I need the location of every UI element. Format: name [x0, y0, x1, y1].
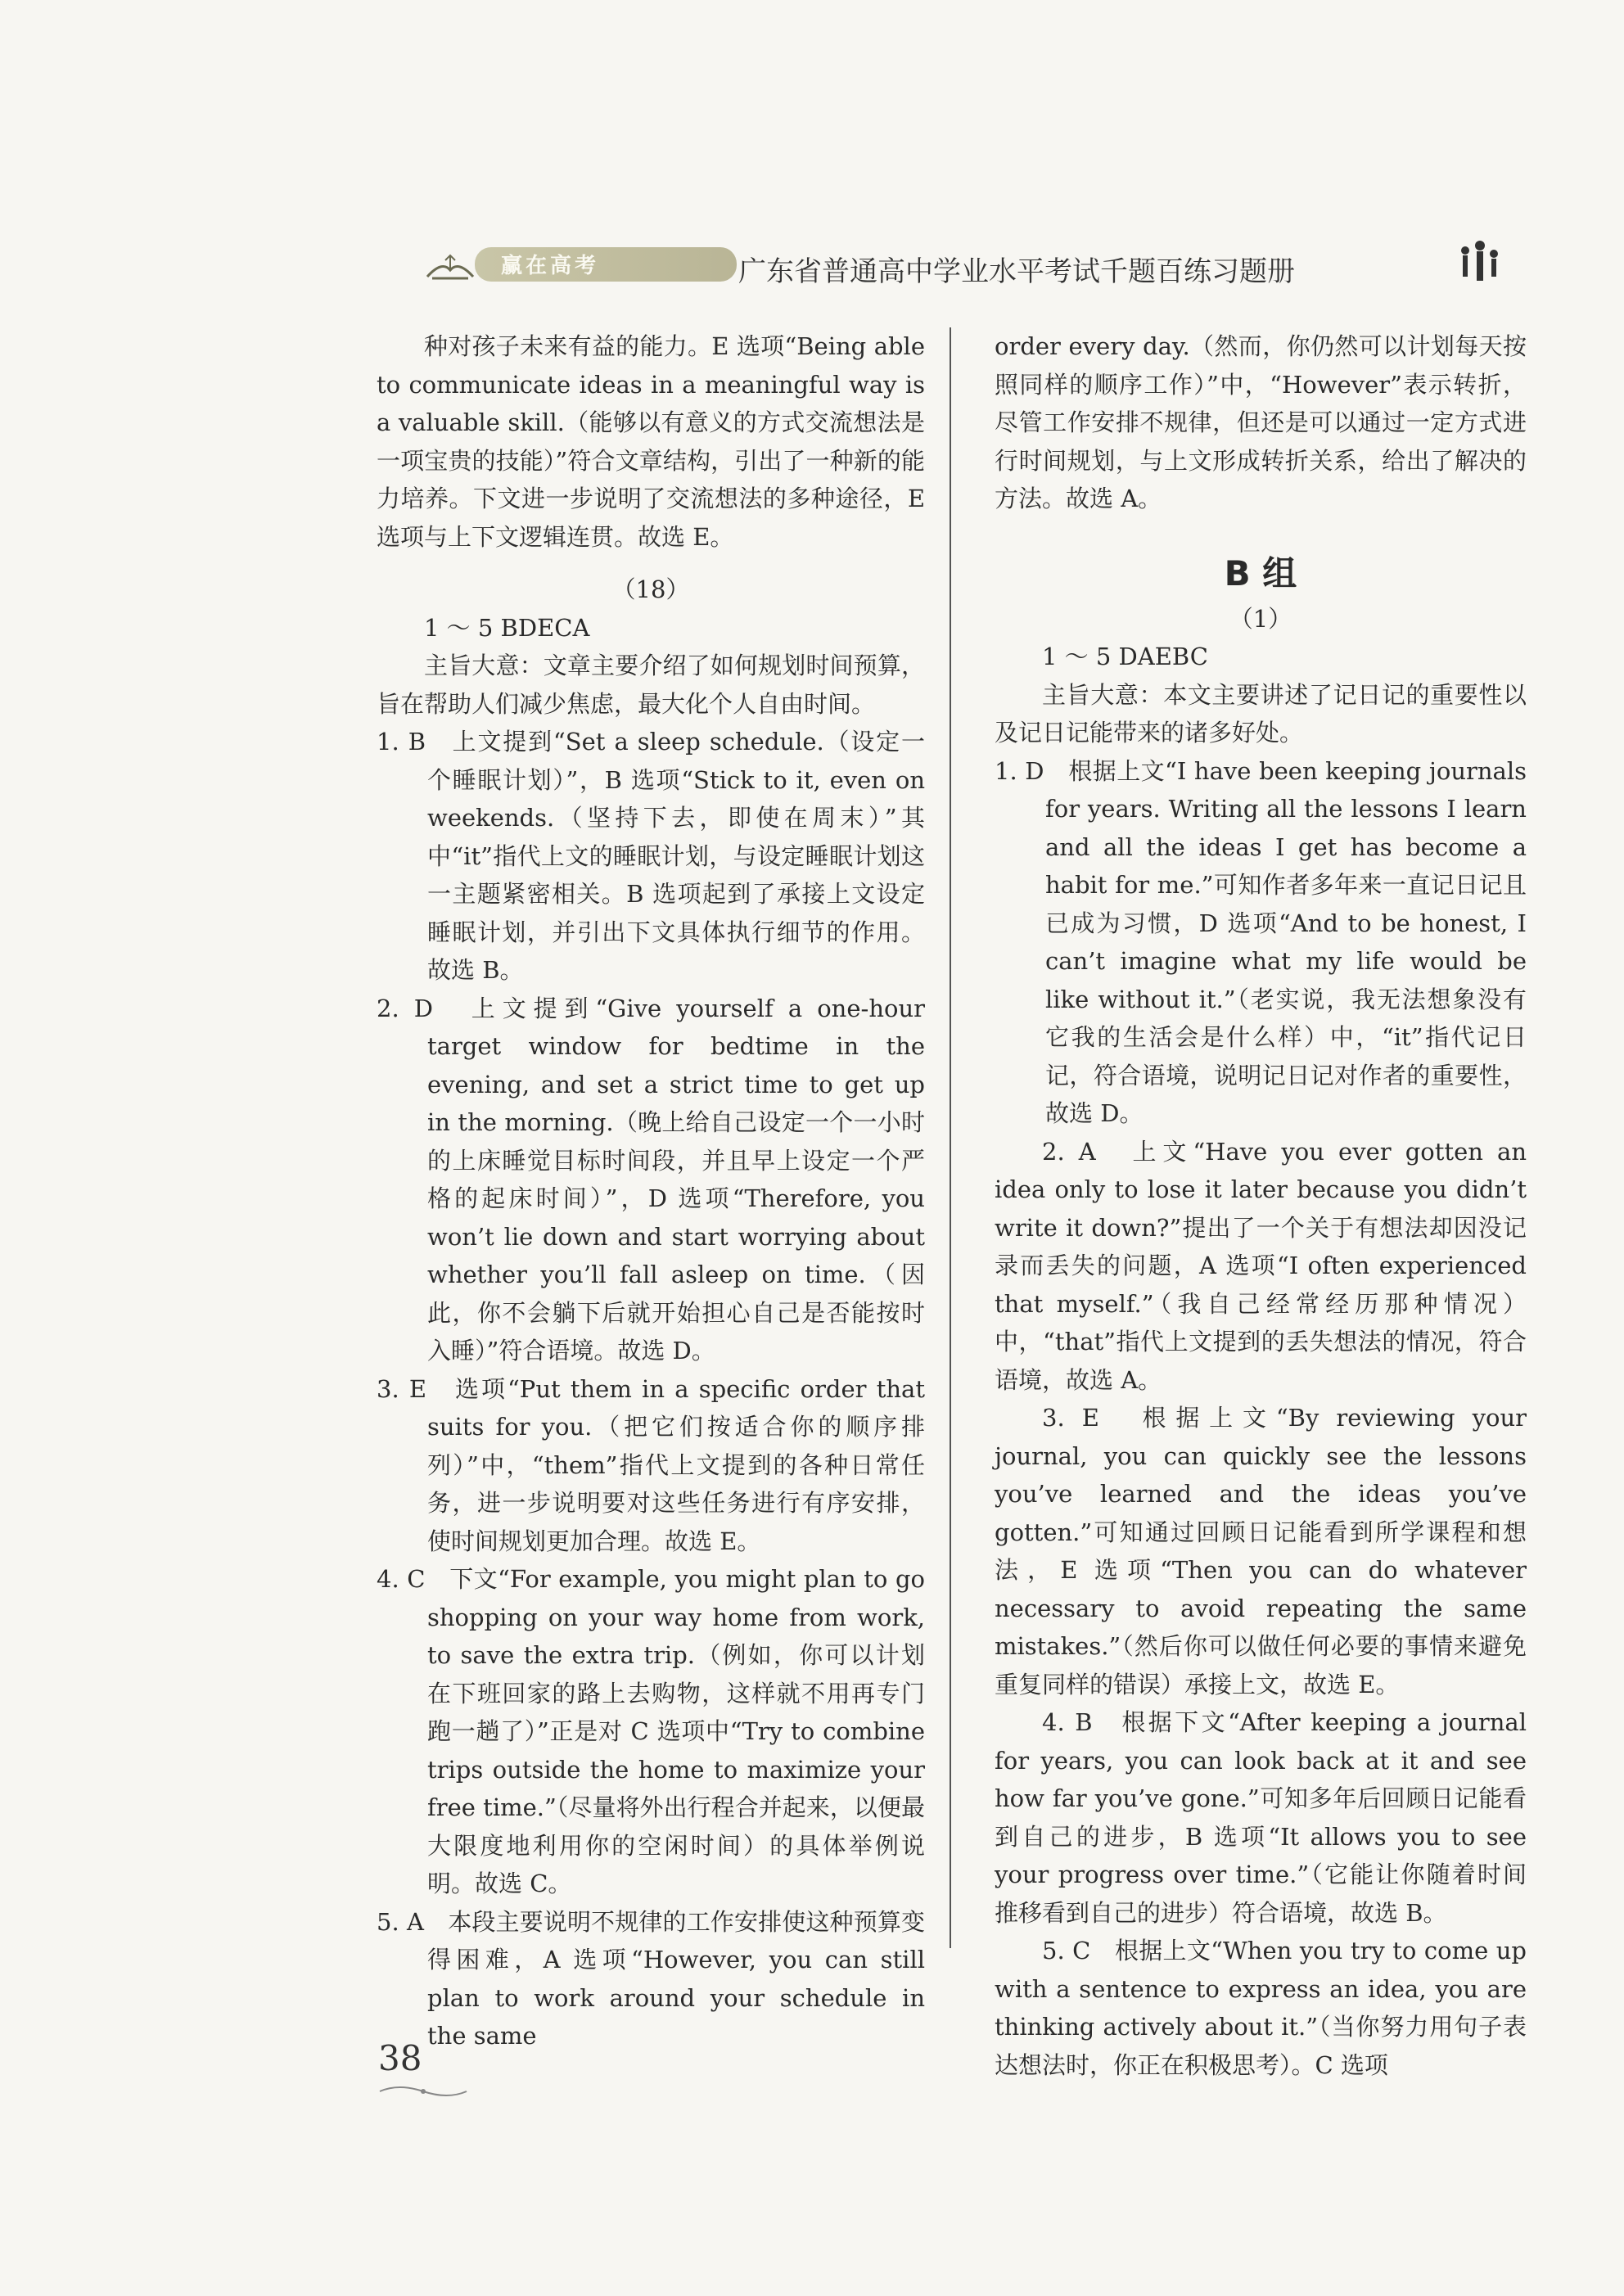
section-number: （1）: [1229, 604, 1292, 633]
explanation-item: 2. A 上文“Have you ever gotten an idea only to lose it later because you didn’t write it down?”提出了一个关于有想法却因没记录而丢失的问题，A 选项“I often experienced that myself.”（我自己经常经历那种情况）中，“that”指代上文提到的丢失想法的情况，符合语境，故选 A。: [995, 1137, 1527, 1394]
ornament-icon: [378, 2083, 468, 2100]
people-icon: [1455, 239, 1503, 288]
main-idea: 主旨大意：文章主要介绍了如何规划时间预算，旨在帮助人们减少焦虑，最大化个人自由时间。: [377, 652, 925, 718]
explanation-item: 3. E 根据上文“By reviewing your journal, you can quickly see the lessons you’ve learned and the ideas you’ve gotten.”可知通过回顾日记能看到所学课程和想法，E 选项“Then you can do whatever necessary to avoid repeating the same mistakes.”（然后你可以做任何必要的事情来避免重复同样的错误）承接上文，故选 E。: [995, 1404, 1527, 1698]
main-idea: 主旨大意：本文主要讲述了记日记的重要性以及记日记能带来的诸多好处。: [995, 680, 1527, 747]
page-header: [426, 239, 1490, 288]
series-badge: 赢在高考: [501, 254, 600, 278]
section-number: （18）: [611, 575, 690, 603]
answer-key: 1 ～ 5 DAEBC: [1042, 643, 1208, 670]
left-column: [377, 327, 925, 2055]
book-title: 广东省普通高中学业水平考试千题百练习题册: [738, 255, 1295, 288]
continuation-paragraph: order every day.（然而，你仍然可以计划每天按照同样的顺序工作）”中，“However”表示转折，尽管工作安排不规律，但还是可以通过一定方式进行时间规划，与上文形成转折关系，给出了解决的方法。故选 A。: [995, 332, 1527, 512]
explanation-item: 4. C 下文“For example, you might plan to go shopping on your way home from work, to save the extra trip.（例如，你可以计划在下班回家的路上去购物，这样就不用再专门跑一趟了）”正是对 C 选项中“Try to combine trips outside the home to maximize your free time.”（尽量将外出行程合并起来，以便最大限度地利用你的空闲时间）的具体举例说明。故选 C。: [377, 1565, 925, 1897]
answer-key: 1 ～ 5 BDECA: [424, 613, 590, 642]
explanation-item: 5. A 本段主要说明不规律的工作安排使这种预算变得困难，A 选项“However, you can still plan to work around your schedule in the same: [377, 1907, 925, 2050]
explanation-item: 4. B 根据下文“After keeping a journal for years, you can look back at it and see how far you’ve gone.”可知多年后回顾日记能看到自己的进步，B 选项“It allows you to see your progress over time.”（它能让你随着时间推移看到自己的进步）符合语境，故选 B。: [995, 1708, 1527, 1927]
explanation-item: 2. D 上文提到“Give yourself a one-hour target window for bedtime in the evening, and set a strict time to get up in the morning.（晚上给自己设定一个一小时的上床睡觉目标时间段，并且早上设定一个严格的起床时间）”，D 选项“Therefore, you won’t lie down and start worrying about whether you’ll fall asleep on time.（因此，你不会躺下后就开始担心自己是否能按时入睡）”符合语境。故选 D。: [377, 994, 925, 1365]
intro-paragraph: 种对孩子未来有益的能力。E 选项“Being able to communicate ideas in a meaningful way is a valuable skill.（能够以有意义的方式交流想法是一项宝贵的技能）”符合文章结构，引出了一种新的能力培养。下文进一步说明了交流想法的多种途径，E 选项与上下文逻辑连贯。故选 E。: [377, 332, 925, 551]
group-heading: B 组: [1224, 553, 1297, 593]
right-column: [995, 327, 1527, 2084]
explanation-item: 1. B 上文提到“Set a sleep schedule.（设定一个睡眠计划）”，B 选项“Stick to it, even on weekends.（坚持下去，即使在周末）”其中“it”指代上文的睡眠计划，与设定睡眠计划这一主题紧密相关。B 选项起到了承接上文设定睡眠计划，并引出下文具体执行细节的作用。故选 B。: [377, 728, 925, 984]
book-logo-icon: [426, 244, 475, 282]
explanation-item: 5. C 根据上文“When you try to come up with a sentence to express an idea, you are thinking actively about it.”（当你努力用句子表达想法时，你正在积极思考）。C 选项: [995, 1937, 1527, 2079]
page-number: 38: [378, 2038, 422, 2078]
explanation-item: 1. D 根据上文“I have been keeping journals for years. Writing all the lessons I learn and all the ideas I get has become a habit for me.”可知作者多年来一直记日记且已成为习惯，D 选项“And to be honest, I can’t imagine what my life would be like without it.”（老实说，我无法想象没有它我的生活会是什么样）中，“it”指代记日记，符合语境，说明记日记对作者的重要性，故选 D。: [995, 756, 1527, 1127]
column-divider: [950, 327, 951, 1948]
explanation-item: 3. E 选项“Put them in a specific order that suits for you.（把它们按适合你的顺序排列）”中，“them”指代上文提到的各种日常任务，进一步说明要对这些任务进行有序安排，使时间规划更加合理。故选 E。: [377, 1374, 925, 1555]
